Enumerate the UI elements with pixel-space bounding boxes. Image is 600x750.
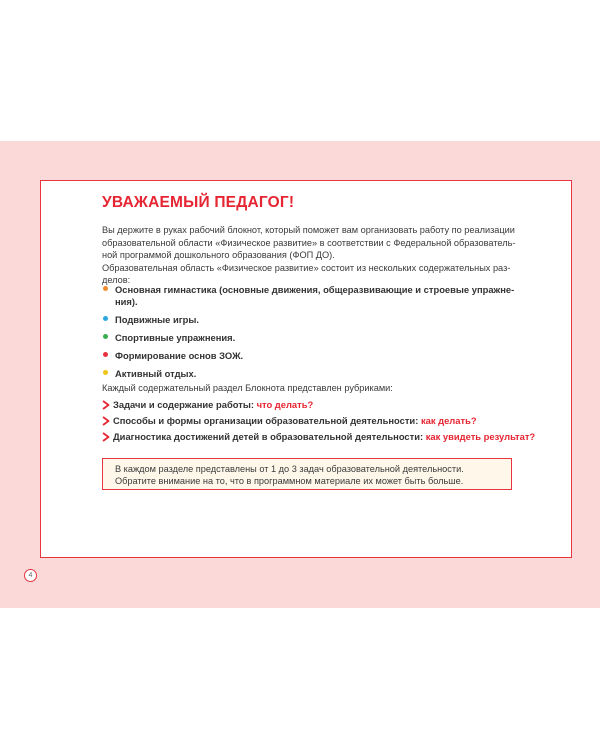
rubric-item	[102, 431, 535, 443]
intro-line: образовательной области «Физическое развитие» в соответствии с Федеральной образователь-	[102, 237, 516, 248]
intro-line: Образовательная область «Физическое развитие» состоит из нескольких содержательных раз-	[102, 262, 511, 273]
bullet-dot-icon	[103, 316, 108, 321]
rubric-item	[102, 415, 535, 427]
chevron-right-icon	[102, 416, 110, 426]
section-label: Основная гимнастика (основные движения, общеразвивающие и строевые упражне-ния).	[115, 284, 515, 307]
section-item	[102, 350, 530, 362]
section-item	[102, 368, 530, 380]
bullet-dot-icon	[103, 334, 108, 339]
section-label: Активный отдых.	[115, 368, 197, 379]
bullet-dot-icon	[103, 370, 108, 375]
rubric-label: Задачи и содержание работы:	[113, 399, 257, 410]
rubric-question: что делать?	[256, 399, 314, 410]
page-title: УВАЖАЕМЫЙ ПЕДАГОГ!	[102, 194, 295, 211]
sections-list	[102, 284, 530, 386]
intro-line: Вы держите в руках рабочий блокнот, который поможет вам организовать работу по реализации	[102, 225, 515, 235]
section-label: Подвижные игры.	[115, 314, 199, 325]
rubrics-intro: Каждый содержательный раздел Блокнота представлен рубриками:	[102, 383, 393, 393]
note-box: В каждом разделе представлены от 1 до 3 задач образовательной деятельности. Обратите внимание на то, что в программном материале их может быть больше.	[102, 458, 512, 490]
section-item	[102, 332, 530, 344]
section-label: Спортивные упражнения.	[115, 332, 236, 343]
section-item	[102, 314, 530, 326]
content-card	[40, 180, 572, 558]
bullet-dot-icon	[103, 352, 108, 357]
bullet-dot-icon	[103, 286, 108, 291]
rubric-question: как делать?	[420, 415, 477, 426]
chevron-right-icon	[102, 432, 110, 442]
page-number: 4	[24, 569, 37, 582]
rubrics-list	[102, 399, 535, 447]
chevron-right-icon	[102, 400, 110, 410]
rubric-label: Способы и формы организации образовательной деятельности:	[113, 415, 421, 426]
intro-paragraph	[102, 224, 522, 287]
rubric-label: Диагностика достижений детей в образовательной деятельности:	[113, 431, 426, 442]
rubric-question: как увидеть результат?	[425, 431, 536, 442]
rubric-item	[102, 399, 535, 411]
intro-line: ной программой дошкольного образования (ФОП ДО).	[102, 250, 335, 261]
section-label: Формирование основ ЗОЖ.	[115, 350, 244, 361]
intro-line: делов:	[102, 275, 131, 286]
section-item	[102, 284, 530, 308]
